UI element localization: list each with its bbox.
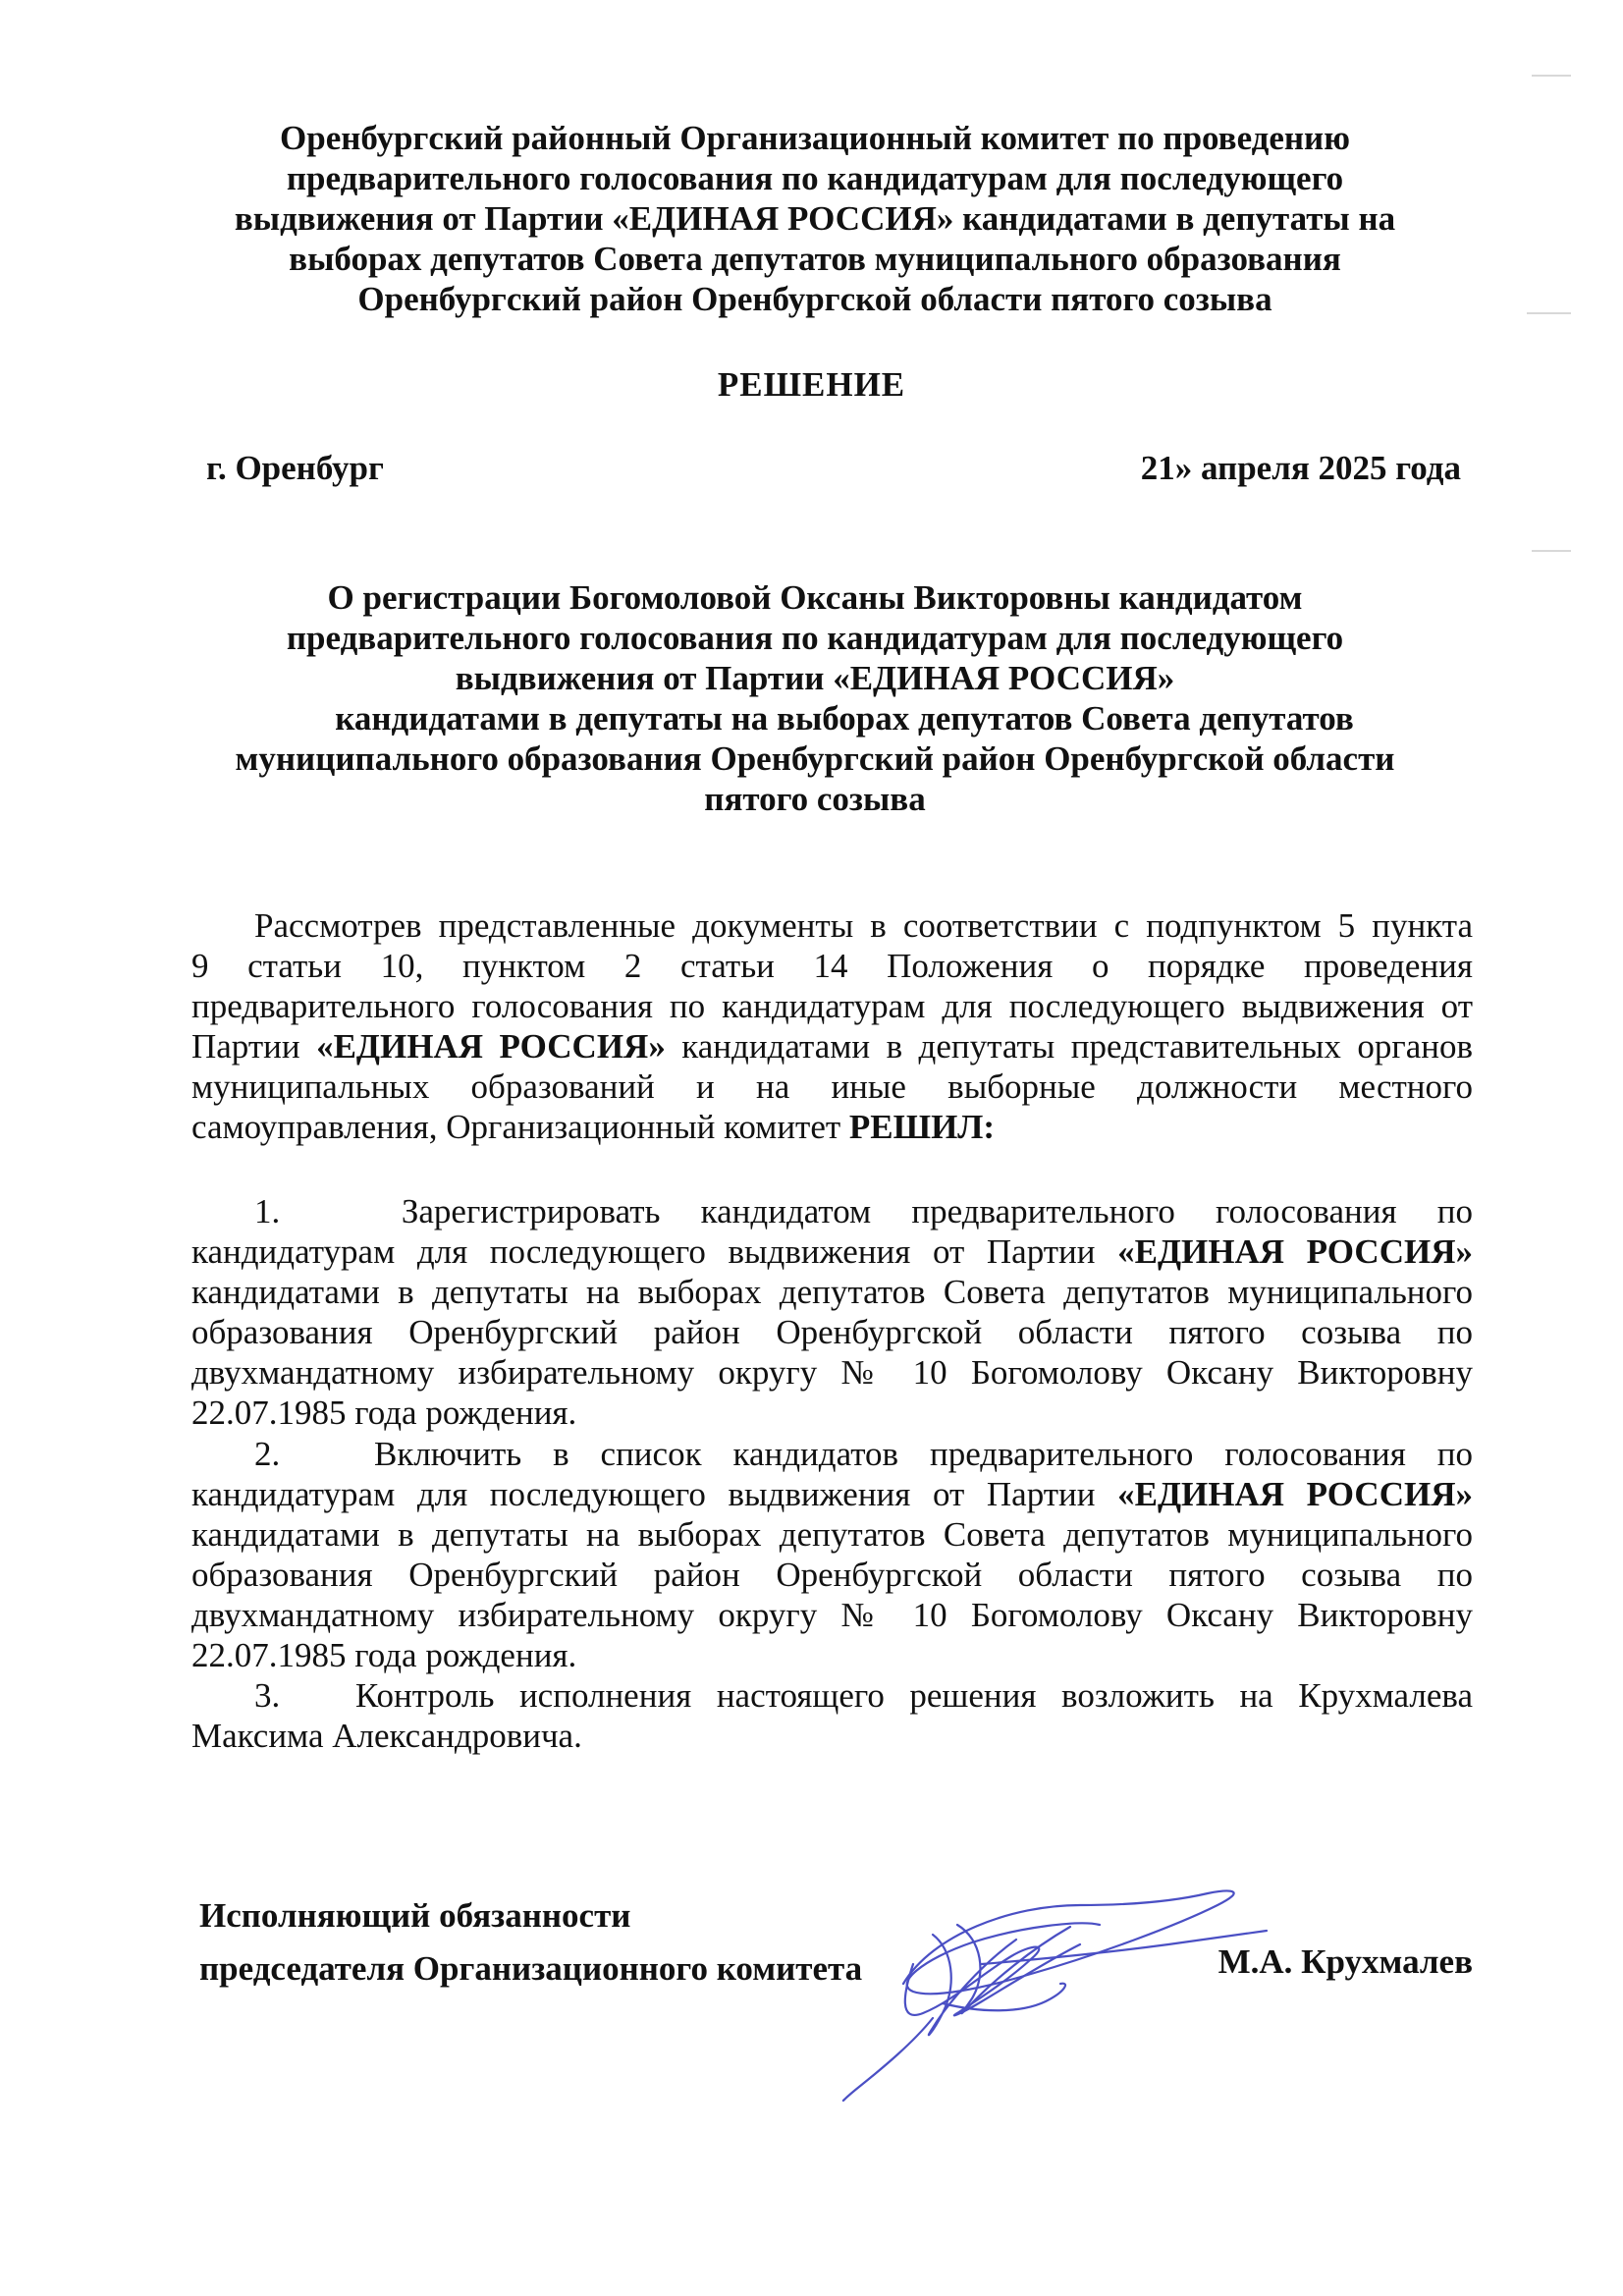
- subject-line: муниципального образования Оренбургский район Оренбургской области: [235, 739, 1395, 778]
- header-line: Оренбургский район Оренбургской области пятого созыва: [357, 280, 1272, 318]
- subject-line: предварительного голосования по кандидатурам для последующего: [286, 619, 1344, 657]
- document-date: 21» апреля 2025 года: [1140, 449, 1461, 487]
- paragraph-line: кандидатами в депутаты на выборах депутатов Совета депутатов муниципального: [191, 1273, 1473, 1311]
- text-segment: кандидатами в депутаты представительных органов: [681, 1027, 1474, 1066]
- text-segment: Партии: [191, 1027, 300, 1066]
- paragraph-line: предварительного голосования по кандидатурам для последующего выдвижения от: [191, 987, 1473, 1025]
- paragraph-line: двухмандатному избирательному округу № 10 Богомолову Оксану Викторовну: [191, 1353, 1473, 1392]
- decision-item-2: [191, 1434, 1473, 1675]
- paragraph-line: 22.07.1985 года рождения.: [191, 1394, 577, 1432]
- subject-line: О регистрации Богомоловой Оксаны Викторовны кандидатом: [327, 578, 1303, 617]
- document-subject: [177, 577, 1453, 819]
- party-name: «ЕДИНАЯ РОССИЯ»: [1117, 1232, 1473, 1271]
- paragraph-line: 22.07.1985 года рождения.: [191, 1636, 577, 1674]
- paragraph-line: [191, 1474, 1473, 1514]
- signer-name: М.А. Крухмалев: [1217, 1942, 1473, 1981]
- header-line: выдвижения от Партии «ЕДИНАЯ РОССИЯ» кандидатами в депутаты на: [234, 199, 1396, 238]
- signer-position-line: председателя Организационного комитета: [199, 1949, 863, 1988]
- party-name: «ЕДИНАЯ РОССИЯ»: [316, 1027, 666, 1066]
- signer-position-line: Исполняющий обязанности: [199, 1896, 631, 1935]
- text-segment: кандидатурам для последующего выдвижения от Партии: [191, 1232, 1096, 1271]
- paragraph-line: 3. Контроль исполнения настоящего решения возложить на Крухмалева: [254, 1676, 1473, 1715]
- text-segment: самоуправления, Организационный комитет: [191, 1108, 841, 1146]
- signer-position: [199, 1889, 862, 1995]
- paragraph-line: двухмандатному избирательному округу № 10 Богомолову Оксану Викторовну: [191, 1596, 1473, 1634]
- handwritten-signature: [785, 1866, 1296, 2121]
- header-line: выборах депутатов Совета депутатов муниципального образования: [289, 240, 1341, 278]
- paragraph-line: 2. Включить в список кандидатов предварительного голосования по: [254, 1435, 1473, 1473]
- subject-line: кандидатами в депутаты на выборах депутатов Совета депутатов: [335, 699, 1354, 738]
- committee-header: [177, 118, 1453, 319]
- scan-artifact: [1527, 312, 1571, 314]
- scan-artifact: [1532, 75, 1571, 77]
- header-line: Оренбургский районный Организационный комитет по проведению: [280, 119, 1350, 157]
- paragraph-line: образования Оренбургский район Оренбургской области пятого созыва по: [191, 1313, 1473, 1351]
- decision-item-1: [191, 1191, 1473, 1433]
- preamble-paragraph: [191, 905, 1473, 1147]
- paragraph-line: [191, 1026, 1473, 1066]
- decision-keyword: РЕШИЛ:: [848, 1108, 996, 1146]
- paragraph-line: 9 статьи 10, пунктом 2 статьи 14 Положения о порядке проведения: [191, 947, 1473, 985]
- subject-line: пятого созыва: [704, 780, 926, 818]
- subject-line: выдвижения от Партии «ЕДИНАЯ РОССИЯ»: [455, 659, 1175, 697]
- paragraph-line: Рассмотрев представленные документы в соответствии с подпунктом 5 пункта: [254, 906, 1473, 945]
- text-segment: кандидатурам для последующего выдвижения от Партии: [191, 1475, 1096, 1513]
- document-title: РЕШЕНИЕ: [717, 365, 906, 404]
- decision-item-3: [191, 1675, 1473, 1756]
- paragraph-line: [191, 1107, 1473, 1147]
- paragraph-line: муниципальных образований и на иные выборные должности местного: [191, 1067, 1473, 1106]
- party-name: «ЕДИНАЯ РОССИЯ»: [1117, 1475, 1473, 1513]
- header-line: предварительного голосования по кандидатурам для последующего: [286, 159, 1344, 197]
- paragraph-line: образования Оренбургский район Оренбургской области пятого созыва по: [191, 1556, 1473, 1594]
- paragraph-line: кандидатами в депутаты на выборах депутатов Совета депутатов муниципального: [191, 1515, 1473, 1554]
- document-place: г. Оренбург: [206, 449, 384, 487]
- paragraph-line: [191, 1231, 1473, 1272]
- paragraph-line: Максима Александровича.: [191, 1717, 582, 1755]
- scan-artifact: [1532, 550, 1571, 552]
- paragraph-line: 1. Зарегистрировать кандидатом предварительного голосования по: [254, 1192, 1473, 1230]
